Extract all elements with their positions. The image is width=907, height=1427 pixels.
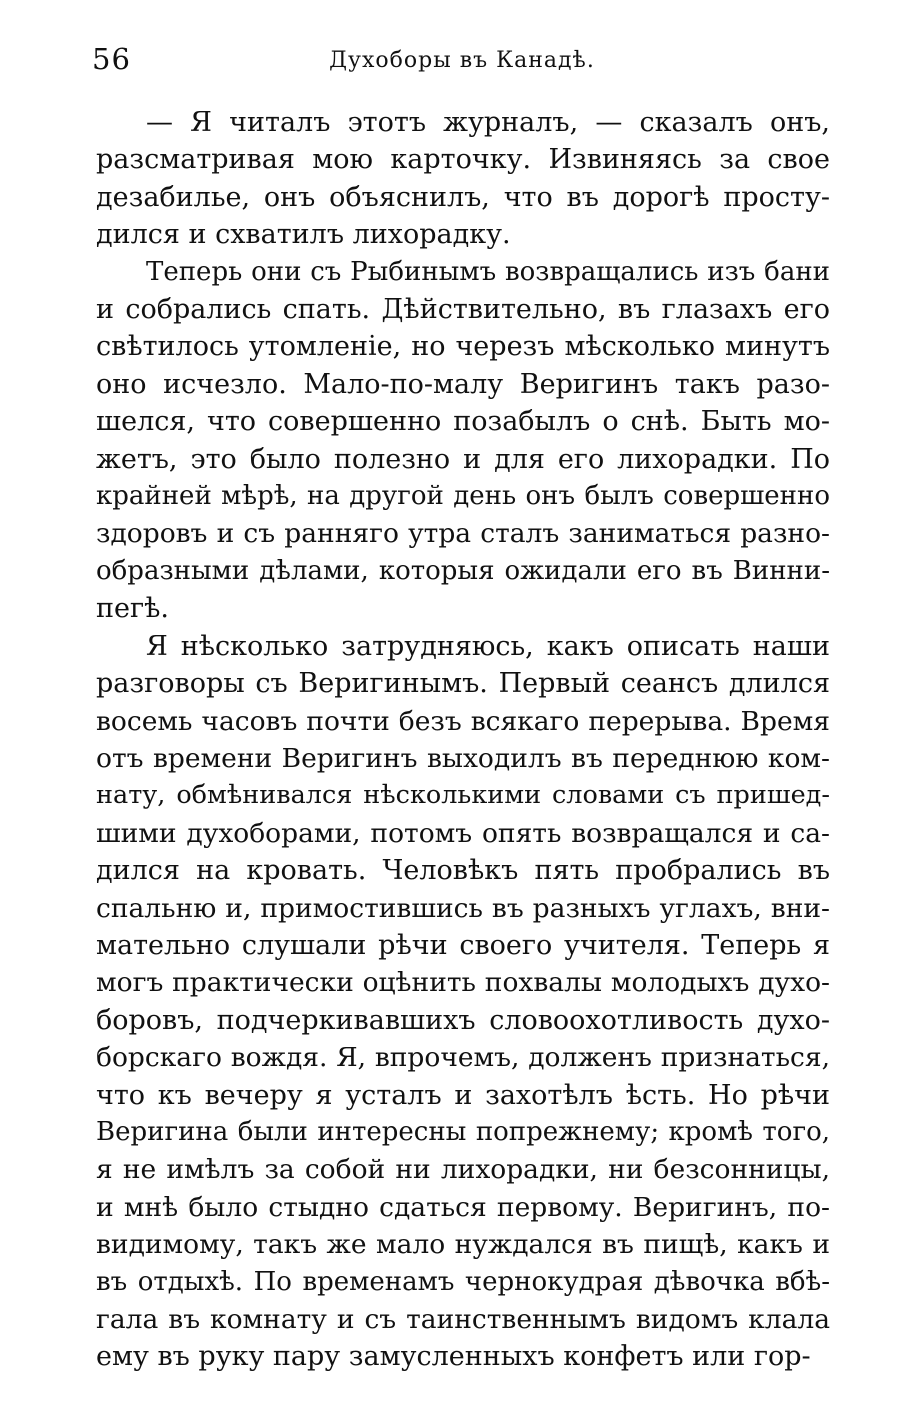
text-line: свѣтилось утомленіе, но черезъ мѣсколько минутъ — [96, 331, 830, 363]
page-header — [92, 42, 832, 82]
running-title: Духоборы въ Канадѣ. — [329, 48, 595, 73]
text-line: могъ практически оцѣнить похвалы молодыхъ духо- — [96, 967, 830, 999]
text-line: нату, обмѣнивался нѣсколькими словами съ пришед- — [96, 780, 830, 811]
text-line: восемь часовъ почти безъ всякаго перерыва. Время — [96, 705, 830, 737]
text-line: дезабилье, онъ объяснилъ, что въ дорогѣ просту- — [96, 181, 830, 213]
text-line: Теперь они съ Рыбинымъ возвращались изъ бани — [146, 256, 830, 287]
text-line: гала въ комнату и съ таинственнымъ видомъ клала — [96, 1304, 830, 1335]
text-line: разсматривая мою карточку. Извиняясь за свое — [96, 144, 830, 176]
text-line: я не имѣлъ за собой ни лихорадки, ни безсонницы, — [96, 1154, 830, 1186]
text-line: дился и схватилъ лихорадку. — [96, 219, 511, 251]
text-line: что къ вечеру я усталъ и захотѣлъ ѣсть. Но рѣчи — [96, 1079, 830, 1111]
text-line: въ отдыхѣ. По временамъ чернокудрая дѣвочка вбѣ- — [96, 1266, 830, 1297]
text-line: Веригина были интересны попрежнему; кромѣ того, — [96, 1116, 830, 1147]
text-line: образными дѣлами, которыя ожидали его въ Винни- — [96, 555, 830, 586]
text-line: отъ времени Веригинъ выходилъ въ переднюю ком- — [96, 742, 830, 774]
text-line: крайней мѣрѣ, на другой день онъ былъ совершенно — [96, 481, 830, 512]
text-line: борскаго вождя. Я, впрочемъ, долженъ признаться, — [96, 1042, 830, 1074]
text-line: шими духоборами, потомъ опять возвращался и са- — [96, 817, 830, 849]
page-number: 56 — [92, 42, 131, 76]
text-line: боровъ, подчеркивавшихъ словоохотливость духо- — [96, 1004, 830, 1036]
paragraph — [96, 628, 830, 1376]
body-text — [96, 104, 830, 1376]
text-line: видимому, такъ же мало нуждался въ пищѣ, какъ и — [96, 1229, 830, 1261]
text-line: оно исчезло. Мало-по-малу Веригинъ такъ разо- — [96, 368, 830, 400]
text-line: пегѣ. — [96, 593, 169, 625]
text-line: — Я читалъ этотъ журналъ, — сказалъ онъ, — [146, 107, 830, 138]
text-line: ему въ руку пару замусленныхъ конфетъ или гор- — [96, 1341, 811, 1373]
text-line: жетъ, это было полезно и для его лихорадки. По — [96, 443, 830, 475]
text-line: дился на кровать. Человѣкъ пять пробрались въ — [96, 855, 830, 887]
paragraph — [96, 254, 830, 628]
text-line: и собрались спать. Дѣйствительно, въ глазахъ его — [96, 294, 830, 326]
text-line: разговоры съ Веригинымъ. Первый сеансъ длился — [96, 668, 830, 700]
text-line: шелся, что совершенно позабылъ о снѣ. Быть мо- — [96, 406, 830, 438]
text-line: мательно слушали рѣчи своего учителя. Теперь я — [96, 929, 830, 961]
paragraph — [96, 104, 830, 254]
text-line: спальню и, примостившись въ разныхъ углахъ, вни- — [96, 892, 830, 924]
text-line: Я нѣсколько затрудняюсь, какъ описать наши — [146, 630, 830, 662]
text-line: здоровъ и съ ранняго утра сталъ заниматься разно- — [96, 518, 830, 550]
text-line: и мнѣ было стыдно сдаться первому. Веригинъ, по- — [96, 1191, 830, 1223]
